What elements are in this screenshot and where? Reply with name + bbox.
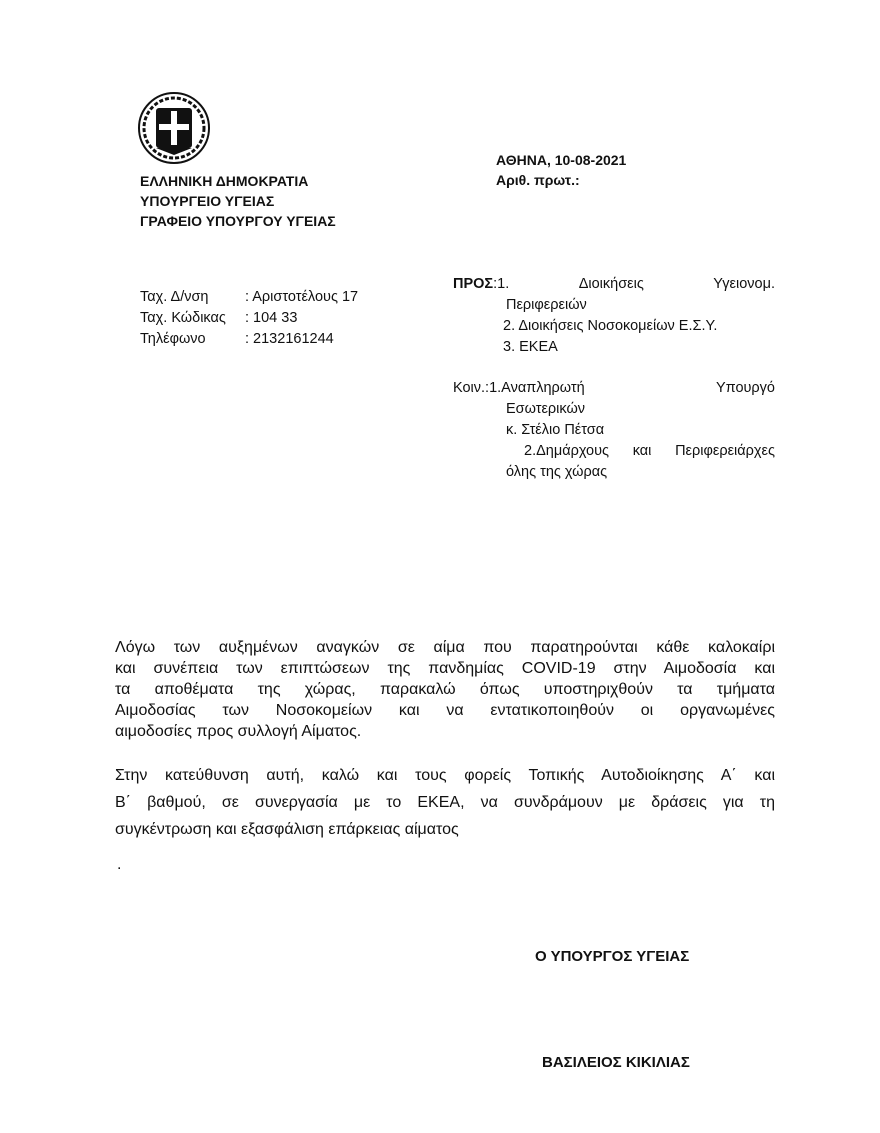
republic-name: ΕΛΛΗΝΙΚΗ ΔΗΜΟΚΡΑΤΙΑ bbox=[140, 173, 309, 189]
body-line: τα αποθέματα της χώρας, παρακαλώ όπως υποστηριχθούν τα τμήματα bbox=[115, 681, 775, 698]
office-name: ΓΡΑΦΕΙΟ ΥΠΟΥΡΓΟΥ ΥΓΕΙΑΣ bbox=[140, 213, 336, 229]
to-item-1-word2: Υγειονομ. bbox=[713, 276, 775, 292]
signature-name: ΒΑΣΙΛΕΙΟΣ ΚΙΚΙΛΙΑΣ bbox=[542, 1054, 690, 1071]
cc-item-2-word2: και bbox=[632, 443, 652, 459]
recipients-block bbox=[453, 274, 775, 358]
phone-row bbox=[140, 329, 358, 350]
to-item-1-word1: Διοικήσεις bbox=[578, 276, 644, 292]
cc-block bbox=[453, 378, 775, 483]
to-item-1-cont: Περιφερειών bbox=[506, 297, 587, 313]
to-item-2: 2. Διοικήσεις Νοσοκομείων Ε.Σ.Υ. bbox=[503, 318, 718, 334]
protocol-line: Αριθ. πρωτ.: bbox=[496, 172, 580, 188]
cc-item-2-word3: Περιφερειάρχες bbox=[675, 443, 775, 459]
cc-item-1 bbox=[453, 378, 775, 399]
body-dot: . bbox=[117, 856, 122, 873]
postcode-label: Ταχ. Κώδικας bbox=[140, 310, 226, 326]
body-line: Λόγω των αυξημένων αναγκών σε αίμα που παρατηρούνται κάθε καλοκαίρι bbox=[115, 639, 775, 656]
issuer-header bbox=[140, 171, 336, 231]
street-label: Ταχ. Δ/νση bbox=[140, 289, 209, 305]
postcode-value: : 104 33 bbox=[245, 310, 298, 326]
cc-item-2-word1: 2.Δημάρχους bbox=[524, 443, 610, 459]
to-item-1-number: :1. bbox=[493, 276, 510, 292]
coat-of-arms-emblem bbox=[137, 91, 211, 165]
signature-title: Ο ΥΠΟΥΡΓΟΣ ΥΓΕΙΑΣ bbox=[535, 948, 690, 965]
address-block bbox=[140, 287, 358, 350]
body-line: Στην κατεύθυνση αυτή, καλώ και τους φορείς Τοπικής Αυτοδιοίκησης Α΄ και bbox=[115, 767, 775, 784]
street-row bbox=[140, 287, 358, 308]
body-line: Αιμοδοσίας των Νοσοκομείων και να εντατικοποιηθούν οι οργανωμένες bbox=[115, 702, 775, 719]
cc-item-1-start: Κοιν.:1.Αναπληρωτή bbox=[453, 380, 585, 396]
date-line: ΑΘΗΝΑ, 10-08-2021 bbox=[496, 152, 627, 168]
body-paragraph-2 bbox=[115, 762, 775, 843]
street-value: : Αριστοτέλους 17 bbox=[245, 289, 359, 305]
postcode-row bbox=[140, 308, 358, 329]
cc-item-1-end: Υπουργό bbox=[715, 380, 775, 396]
phone-value: : 2132161244 bbox=[245, 331, 334, 347]
to-label: ΠΡΟΣ bbox=[453, 276, 494, 292]
cc-item-1-name: κ. Στέλιο Πέτσα bbox=[506, 422, 605, 438]
to-item-1 bbox=[453, 274, 775, 295]
body-paragraph-1 bbox=[115, 637, 775, 742]
body-line: συγκέντρωση και εξασφάλιση επάρκειας αίματος bbox=[115, 821, 459, 838]
cc-item-1-cont: Εσωτερικών bbox=[506, 401, 586, 417]
to-item-3: 3. ΕΚΕΑ bbox=[503, 339, 558, 355]
cc-item-2 bbox=[453, 441, 775, 462]
phone-label: Τηλέφωνο bbox=[140, 331, 206, 347]
cc-item-2-cont: όλης της χώρας bbox=[506, 464, 608, 480]
ministry-name: ΥΠΟΥΡΓΕΙΟ ΥΓΕΙΑΣ bbox=[140, 193, 275, 209]
body-line: Β΄ βαθμού, σε συνεργασία με το ΕΚΕΑ, να συνδράμουν με δράσεις για τη bbox=[115, 794, 775, 811]
body-line: και συνέπεια των επιπτώσεων της πανδημίας COVID-19 στην Αιμοδοσία και bbox=[115, 660, 775, 677]
body-line: αιμοδοσίες προς συλλογή Αίματος. bbox=[115, 723, 362, 740]
